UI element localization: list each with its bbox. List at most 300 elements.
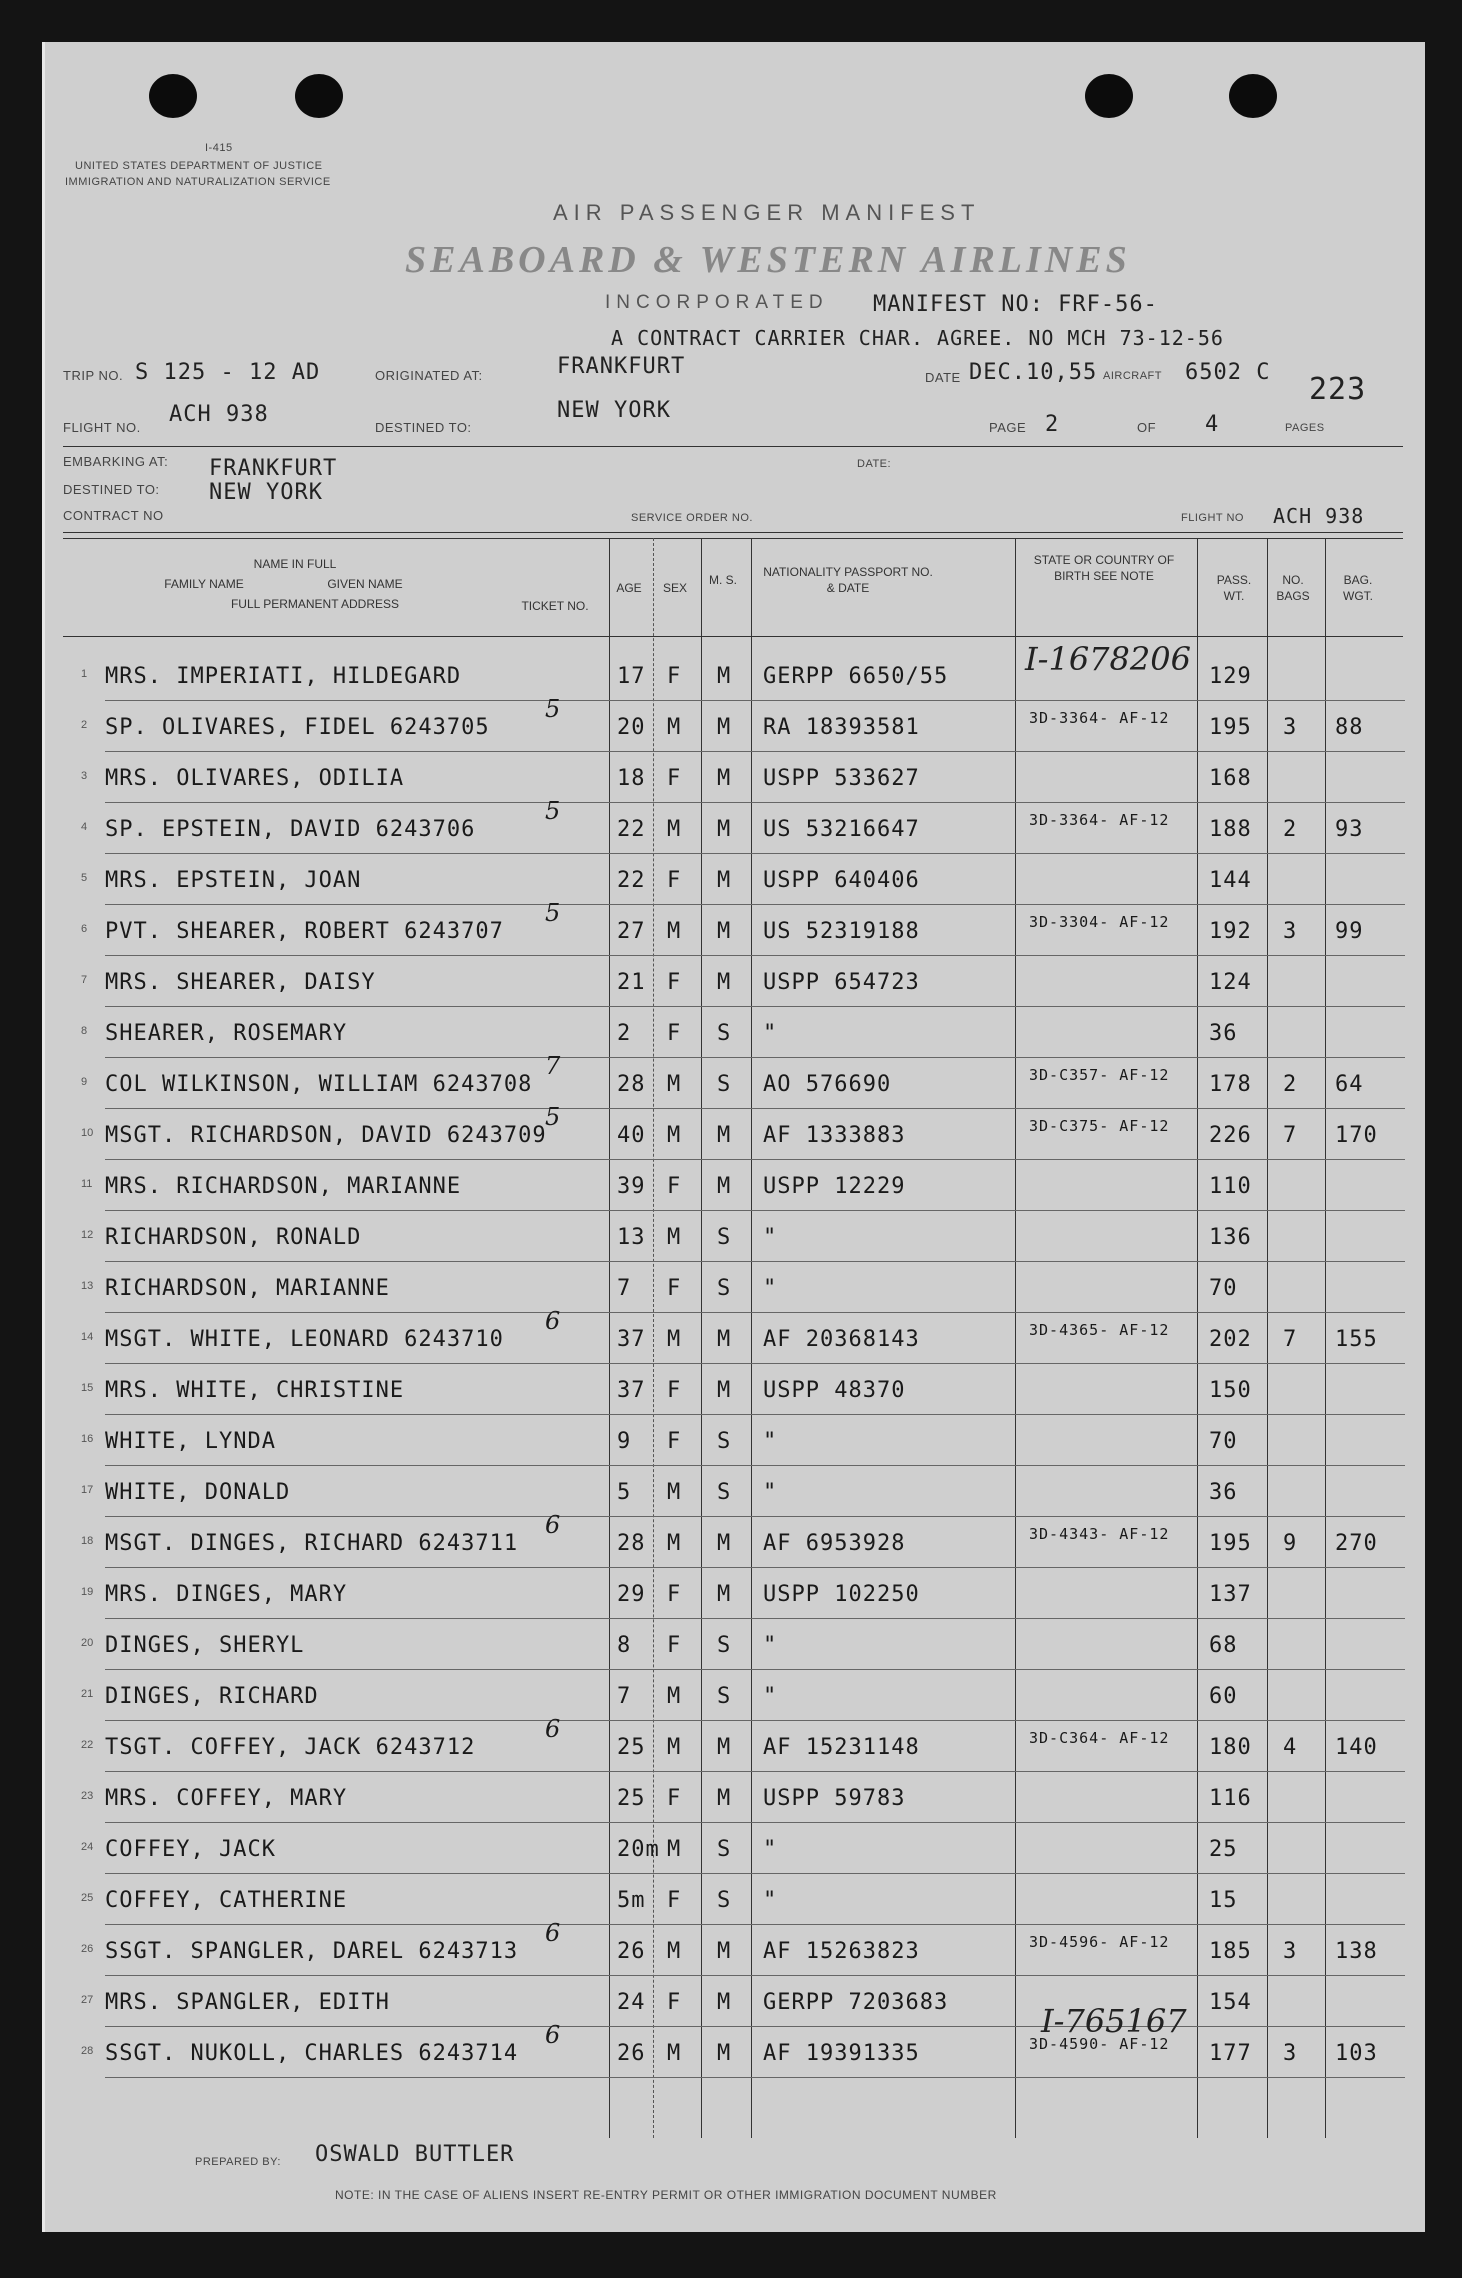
birth-state-cell: 3D-C375- AF-12 <box>1029 1117 1170 1135</box>
passenger-name: MSGT. DINGES, RICHARD 6243711 <box>105 1531 519 1556</box>
passenger-name: SSGT. NUKOLL, CHARLES 6243714 <box>105 2041 519 2066</box>
bag-count-cell: 3 <box>1283 715 1298 740</box>
row-number: 11 <box>81 1178 93 1190</box>
age-cell: 13 <box>617 1225 646 1250</box>
row-number: 20 <box>81 1637 94 1649</box>
passenger-weight-cell: 68 <box>1209 1633 1238 1658</box>
sex-cell: F <box>667 970 682 995</box>
table-row <box>45 752 1425 804</box>
passenger-weight-cell: 195 <box>1209 715 1252 740</box>
sex-cell: F <box>667 1429 682 1454</box>
marital-status-cell: S <box>717 1021 732 1046</box>
age-cell: 37 <box>617 1327 646 1352</box>
passenger-name: RICHARDSON, RONALD <box>105 1225 362 1250</box>
birth-state-cell: 3D-4590- AF-12 <box>1029 2035 1170 2053</box>
table-row <box>45 1211 1425 1263</box>
date-label: DATE <box>925 370 961 385</box>
bag-weight-cell: 138 <box>1335 1939 1378 1964</box>
bag-weight-cell: 103 <box>1335 2041 1378 2066</box>
age-cell: 22 <box>617 868 646 893</box>
col-age: AGE <box>616 581 642 595</box>
passport-cell: " <box>763 1429 778 1454</box>
passport-cell: " <box>763 1225 778 1250</box>
bag-weight-cell: 88 <box>1335 715 1364 740</box>
table-row <box>45 1568 1425 1620</box>
passenger-weight-cell: 70 <box>1209 1429 1238 1454</box>
age-cell: 26 <box>617 1939 646 1964</box>
passport-cell: " <box>763 1480 778 1505</box>
passport-cell: AF 15263823 <box>763 1939 920 1964</box>
passenger-weight-cell: 36 <box>1209 1480 1238 1505</box>
table-row <box>45 695 1425 753</box>
passenger-weight-cell: 137 <box>1209 1582 1252 1607</box>
punch-hole <box>1229 74 1277 118</box>
passport-cell: US 52319188 <box>763 919 920 944</box>
table-row <box>45 1466 1425 1518</box>
sex-cell: F <box>667 1021 682 1046</box>
passenger-weight-cell: 192 <box>1209 919 1252 944</box>
passenger-name: PVT. SHEARER, ROBERT 6243707 <box>105 919 504 944</box>
row-number: 25 <box>81 1892 94 1904</box>
marital-status-cell: S <box>717 1888 732 1913</box>
marital-status-cell: M <box>717 1174 732 1199</box>
contract-agreement: A CONTRACT CARRIER CHAR. AGREE. NO MCH 73-12-56 <box>611 326 1224 350</box>
passenger-weight-cell: 154 <box>1209 1990 1252 2015</box>
sex-cell: M <box>667 1684 682 1709</box>
marital-status-cell: M <box>717 2041 732 2066</box>
table-row <box>45 797 1425 855</box>
passport-cell: RA 18393581 <box>763 715 920 740</box>
passenger-name: MSGT. RICHARDSON, DAVID 6243709 <box>105 1123 547 1148</box>
age-cell: 26 <box>617 2041 646 2066</box>
age-cell: 28 <box>617 1531 646 1556</box>
row-number: 28 <box>81 2045 94 2057</box>
of-label: OF <box>1137 420 1157 435</box>
birth-state-cell: 3D-3364- AF-12 <box>1029 811 1170 829</box>
passport-cell: AF 6953928 <box>763 1531 906 1556</box>
col-family-name: FAMILY NAME <box>164 577 244 591</box>
pages-value: 4 <box>1205 412 1220 437</box>
marital-status-cell: S <box>717 1429 732 1454</box>
destined-label: DESTINED TO: <box>375 420 472 435</box>
table-row <box>45 1874 1425 1926</box>
page-label: PAGE <box>989 420 1027 435</box>
bag-count-cell: 3 <box>1283 1939 1298 1964</box>
col-ticket: TICKET NO. <box>521 599 589 613</box>
trip-label: TRIP NO. <box>63 368 124 383</box>
sex-cell: M <box>667 1480 682 1505</box>
marital-status-cell: M <box>717 1378 732 1403</box>
sex-cell: F <box>667 1276 682 1301</box>
flight-label: FLIGHT NO. <box>63 420 141 435</box>
passport-cell: USPP 12229 <box>763 1174 906 1199</box>
sex-cell: F <box>667 1990 682 2015</box>
passenger-weight-cell: 144 <box>1209 868 1252 893</box>
ticket-number: 6 <box>545 1511 562 1539</box>
passport-cell: GERPP 6650/55 <box>763 664 949 689</box>
ticket-number: 5 <box>545 1103 562 1131</box>
age-cell: 25 <box>617 1735 646 1760</box>
flight-value: ACH 938 <box>169 402 269 427</box>
table-row <box>45 1670 1425 1722</box>
birth-state-cell: 3D-3364- AF-12 <box>1029 709 1170 727</box>
birth-state-cell: 3D-C357- AF-12 <box>1029 1066 1170 1084</box>
sex-cell: M <box>667 1837 682 1862</box>
row-number: 22 <box>81 1739 94 1751</box>
col-name-in-full: NAME IN FULL <box>253 557 337 571</box>
aircraft-label: AIRCRAFT <box>1103 370 1162 382</box>
passport-cell: AF 15231148 <box>763 1735 920 1760</box>
manifest-sheet <box>42 42 1425 2232</box>
marital-status-cell: M <box>717 1327 732 1352</box>
row-number: 14 <box>81 1331 94 1343</box>
passenger-weight-cell: 188 <box>1209 817 1252 842</box>
passport-cell: US 53216647 <box>763 817 920 842</box>
passport-cell: " <box>763 1837 778 1862</box>
table-row <box>45 1364 1425 1416</box>
flight2-label: FLIGHT NO <box>1181 512 1244 524</box>
table-row <box>45 1415 1425 1467</box>
ticket-number: 6 <box>545 1307 562 1335</box>
row-number: 9 <box>81 1076 88 1088</box>
age-cell: 9 <box>617 1429 632 1454</box>
bag-count-cell: 7 <box>1283 1327 1298 1352</box>
flight2-value: ACH 938 <box>1273 504 1365 528</box>
page-value: 2 <box>1045 412 1060 437</box>
age-cell: 29 <box>617 1582 646 1607</box>
table-row <box>45 1715 1425 1773</box>
sex-cell: M <box>667 1939 682 1964</box>
footer-note: NOTE: IN THE CASE OF ALIENS INSERT RE-ENTRY PERMIT OR OTHER IMMIGRATION DOCUMENT NUMBER <box>335 2188 997 2202</box>
row-number: 17 <box>81 1484 94 1496</box>
row-number: 15 <box>81 1382 94 1394</box>
passenger-name: COFFEY, CATHERINE <box>105 1888 348 1913</box>
bag-weight-cell: 155 <box>1335 1327 1378 1352</box>
table-row <box>45 956 1425 1008</box>
sex-cell: F <box>667 1582 682 1607</box>
birth-state-cell: 3D-4596- AF-12 <box>1029 1933 1170 1951</box>
row-number: 19 <box>81 1586 94 1598</box>
table-row <box>45 1976 1425 2028</box>
table-row <box>45 1007 1425 1059</box>
marital-status-cell: M <box>717 715 732 740</box>
birth-state-cell: 3D-4343- AF-12 <box>1029 1525 1170 1543</box>
age-cell: 22 <box>617 817 646 842</box>
bag-weight-cell: 170 <box>1335 1123 1378 1148</box>
passenger-name: MRS. WHITE, CHRISTINE <box>105 1378 405 1403</box>
passenger-weight-cell: 36 <box>1209 1021 1238 1046</box>
passenger-name: COFFEY, JACK <box>105 1837 276 1862</box>
bag-count-cell: 2 <box>1283 1072 1298 1097</box>
bag-weight-cell: 93 <box>1335 817 1364 842</box>
marital-status-cell: M <box>717 919 732 944</box>
trip-number: S 125 - 12 AD <box>135 360 321 385</box>
alien-number-2: I-765167 <box>1041 2002 1187 2040</box>
date-value: DEC.10,55 <box>969 360 1098 385</box>
marital-status-cell: M <box>717 817 732 842</box>
sex-cell: M <box>667 2041 682 2066</box>
manifest-title: AIR PASSENGER MANIFEST <box>553 200 981 225</box>
embarking-value: FRANKFURT <box>209 456 338 481</box>
bag-weight-cell: 99 <box>1335 919 1364 944</box>
date2-label: DATE: <box>857 458 892 470</box>
marital-status-cell: M <box>717 1939 732 1964</box>
col-address: FULL PERMANENT ADDRESS <box>230 597 400 611</box>
punch-hole <box>295 74 343 118</box>
age-cell: 7 <box>617 1276 632 1301</box>
passport-cell: AF 1333883 <box>763 1123 906 1148</box>
passenger-weight-cell: 202 <box>1209 1327 1252 1352</box>
destined-value: NEW YORK <box>557 398 671 423</box>
header-rule <box>63 636 1403 637</box>
age-cell: 21 <box>617 970 646 995</box>
bag-weight-cell: 270 <box>1335 1531 1378 1556</box>
marital-status-cell: M <box>717 970 732 995</box>
col-sex: SEX <box>662 581 687 595</box>
marital-status-cell: M <box>717 664 732 689</box>
row-number: 27 <box>81 1994 94 2006</box>
sex-cell: F <box>667 1174 682 1199</box>
passport-cell: USPP 102250 <box>763 1582 920 1607</box>
row-number: 16 <box>81 1433 94 1445</box>
passenger-weight-cell: 150 <box>1209 1378 1252 1403</box>
col-state: STATE OR COUNTRY OF BIRTH SEE NOTE <box>1033 553 1175 583</box>
passport-cell: AF 20368143 <box>763 1327 920 1352</box>
passenger-name: MRS. RICHARDSON, MARIANNE <box>105 1174 462 1199</box>
marital-status-cell: M <box>717 1786 732 1811</box>
divider <box>63 532 1403 533</box>
sex-cell: M <box>667 1327 682 1352</box>
airline-name: SEABOARD & WESTERN AIRLINES <box>405 239 1131 281</box>
punch-hole <box>1085 74 1133 118</box>
table-row <box>45 1262 1425 1314</box>
sex-cell: F <box>667 1786 682 1811</box>
passport-cell: USPP 654723 <box>763 970 920 995</box>
age-cell: 25 <box>617 1786 646 1811</box>
table-row <box>45 899 1425 957</box>
contract-label: CONTRACT NO <box>63 508 164 523</box>
passenger-weight-cell: 195 <box>1209 1531 1252 1556</box>
marital-status-cell: S <box>717 1837 732 1862</box>
sex-cell: F <box>667 1378 682 1403</box>
passenger-name: SHEARER, ROSEMARY <box>105 1021 348 1046</box>
passport-cell: GERPP 7203683 <box>763 1990 949 2015</box>
sex-cell: F <box>667 1633 682 1658</box>
marital-status-cell: M <box>717 1990 732 2015</box>
pages-label: PAGES <box>1285 422 1325 434</box>
marital-status-cell: S <box>717 1633 732 1658</box>
passenger-name: MRS. SPANGLER, EDITH <box>105 1990 390 2015</box>
bag-count-cell: 9 <box>1283 1531 1298 1556</box>
age-cell: 40 <box>617 1123 646 1148</box>
passenger-name: MRS. SHEARER, DAISY <box>105 970 376 995</box>
bag-count-cell: 3 <box>1283 919 1298 944</box>
form-number: I-415 <box>205 142 233 154</box>
bag-weight-cell: 140 <box>1335 1735 1378 1760</box>
marital-status-cell: M <box>717 766 732 791</box>
prepared-label: PREPARED BY: <box>195 2156 281 2168</box>
table-row <box>45 1823 1425 1875</box>
bag-count-cell: 3 <box>1283 2041 1298 2066</box>
passenger-name: SP. OLIVARES, FIDEL 6243705 <box>105 715 490 740</box>
passenger-weight-cell: 124 <box>1209 970 1252 995</box>
marital-status-cell: M <box>717 1531 732 1556</box>
punch-hole <box>149 74 197 118</box>
sex-cell: M <box>667 919 682 944</box>
sex-cell: M <box>667 1072 682 1097</box>
age-cell: 17 <box>617 664 646 689</box>
passport-cell: " <box>763 1021 778 1046</box>
divider <box>63 446 1403 447</box>
passenger-weight-cell: 110 <box>1209 1174 1252 1199</box>
sex-cell: F <box>667 868 682 893</box>
col-ms: M. S. <box>708 573 737 587</box>
passenger-weight-cell: 177 <box>1209 2041 1252 2066</box>
passenger-weight-cell: 226 <box>1209 1123 1252 1148</box>
table-row <box>45 1772 1425 1824</box>
sex-cell: F <box>667 766 682 791</box>
divider <box>63 538 1403 539</box>
ticket-number: 6 <box>545 1919 562 1947</box>
age-cell: 5m <box>617 1888 646 1913</box>
sex-cell: F <box>667 664 682 689</box>
row-number: 8 <box>81 1025 88 1037</box>
age-cell: 5 <box>617 1480 632 1505</box>
passenger-name: DINGES, RICHARD <box>105 1684 319 1709</box>
service-name: IMMIGRATION AND NATURALIZATION SERVICE <box>65 176 331 188</box>
row-number: 10 <box>81 1127 94 1139</box>
table-row <box>45 1103 1425 1161</box>
embarking-label: EMBARKING AT: <box>63 454 169 469</box>
marital-status-cell: S <box>717 1276 732 1301</box>
age-cell: 18 <box>617 766 646 791</box>
passport-cell: " <box>763 1684 778 1709</box>
col-no-bags: NO. BAGS <box>1276 573 1310 603</box>
bag-count-cell: 2 <box>1283 817 1298 842</box>
ticket-number: 5 <box>545 695 562 723</box>
row-number: 12 <box>81 1229 94 1241</box>
passenger-weight-cell: 136 <box>1209 1225 1252 1250</box>
birth-state-cell: 3D-3304- AF-12 <box>1029 913 1170 931</box>
table-row <box>45 1307 1425 1365</box>
sex-cell: F <box>667 1888 682 1913</box>
marital-status-cell: S <box>717 1072 732 1097</box>
aircraft-value: 6502 C <box>1185 360 1271 385</box>
passenger-name: SSGT. SPANGLER, DAREL 6243713 <box>105 1939 519 1964</box>
manifest-number: MANIFEST NO: FRF-56- <box>873 292 1158 317</box>
row-number: 2 <box>81 719 88 731</box>
passenger-name: DINGES, SHERYL <box>105 1633 305 1658</box>
marital-status-cell: M <box>717 1123 732 1148</box>
age-cell: 39 <box>617 1174 646 1199</box>
row-number: 7 <box>81 974 88 986</box>
ticket-number: 5 <box>545 899 562 927</box>
ticket-number: 6 <box>545 1715 562 1743</box>
row-number: 6 <box>81 923 88 935</box>
marital-status-cell: M <box>717 1582 732 1607</box>
passenger-name: RICHARDSON, MARIANNE <box>105 1276 390 1301</box>
sex-cell: M <box>667 817 682 842</box>
age-cell: 2 <box>617 1021 632 1046</box>
row-rule <box>105 2077 1405 2078</box>
passenger-weight-cell: 185 <box>1209 1939 1252 1964</box>
passport-cell: USPP 48370 <box>763 1378 906 1403</box>
marital-status-cell: S <box>717 1225 732 1250</box>
marital-status-cell: S <box>717 1684 732 1709</box>
age-cell: 7 <box>617 1684 632 1709</box>
col-pass-wt: PASS. WT. <box>1216 573 1252 603</box>
marital-status-cell: M <box>717 868 732 893</box>
row-number: 1 <box>81 668 88 680</box>
passenger-weight-cell: 180 <box>1209 1735 1252 1760</box>
passenger-weight-cell: 25 <box>1209 1837 1238 1862</box>
age-cell: 28 <box>617 1072 646 1097</box>
bag-weight-cell: 64 <box>1335 1072 1364 1097</box>
row-number: 4 <box>81 821 88 833</box>
age-cell: 37 <box>617 1378 646 1403</box>
row-number: 13 <box>81 1280 94 1292</box>
table-row <box>45 1511 1425 1569</box>
incorporated-label: INCORPORATED <box>605 292 829 313</box>
passenger-name: COL WILKINSON, WILLIAM 6243708 <box>105 1072 533 1097</box>
originated-value: FRANKFURT <box>557 354 686 379</box>
table-row <box>45 1160 1425 1212</box>
row-number: 23 <box>81 1790 94 1802</box>
originated-label: ORIGINATED AT: <box>375 368 483 383</box>
passport-cell: USPP 533627 <box>763 766 920 791</box>
passenger-weight-cell: 116 <box>1209 1786 1252 1811</box>
bag-count-cell: 4 <box>1283 1735 1298 1760</box>
sex-cell: M <box>667 715 682 740</box>
sex-cell: M <box>667 1225 682 1250</box>
passenger-weight-cell: 168 <box>1209 766 1252 791</box>
birth-state-cell: 3D-4365- AF-12 <box>1029 1321 1170 1339</box>
col-given-name: GIVEN NAME <box>327 577 403 591</box>
sex-cell: M <box>667 1531 682 1556</box>
passenger-name: SP. EPSTEIN, DAVID 6243706 <box>105 817 476 842</box>
passenger-name: MRS. DINGES, MARY <box>105 1582 348 1607</box>
passenger-name: WHITE, DONALD <box>105 1480 291 1505</box>
table-row <box>45 1619 1425 1671</box>
passenger-weight-cell: 178 <box>1209 1072 1252 1097</box>
table-row <box>45 650 1425 702</box>
passport-cell: USPP 59783 <box>763 1786 906 1811</box>
bag-count-cell: 7 <box>1283 1123 1298 1148</box>
age-cell: 27 <box>617 919 646 944</box>
passenger-name: WHITE, LYNDA <box>105 1429 276 1454</box>
agency-name: UNITED STATES DEPARTMENT OF JUSTICE <box>75 160 323 172</box>
col-bag-wgt: BAG. WGT. <box>1343 573 1373 603</box>
passenger-weight-cell: 70 <box>1209 1276 1238 1301</box>
table-row <box>45 854 1425 906</box>
passenger-name: MRS. IMPERIATI, HILDEGARD <box>105 664 462 689</box>
table-row <box>45 1919 1425 1977</box>
passenger-name: MRS. COFFEY, MARY <box>105 1786 348 1811</box>
passenger-name: MRS. EPSTEIN, JOAN <box>105 868 362 893</box>
passport-cell: " <box>763 1633 778 1658</box>
row-number: 5 <box>81 872 88 884</box>
passenger-weight-cell: 15 <box>1209 1888 1238 1913</box>
birth-state-cell: 3D-C364- AF-12 <box>1029 1729 1170 1747</box>
sex-cell: M <box>667 1735 682 1760</box>
age-cell: 20 <box>617 715 646 740</box>
ticket-number: 6 <box>545 2021 562 2049</box>
passenger-name: MRS. OLIVARES, ODILIA <box>105 766 405 791</box>
passenger-weight-cell: 60 <box>1209 1684 1238 1709</box>
age-cell: 20m <box>617 1837 660 1862</box>
marital-status-cell: S <box>717 1480 732 1505</box>
passport-cell: " <box>763 1276 778 1301</box>
